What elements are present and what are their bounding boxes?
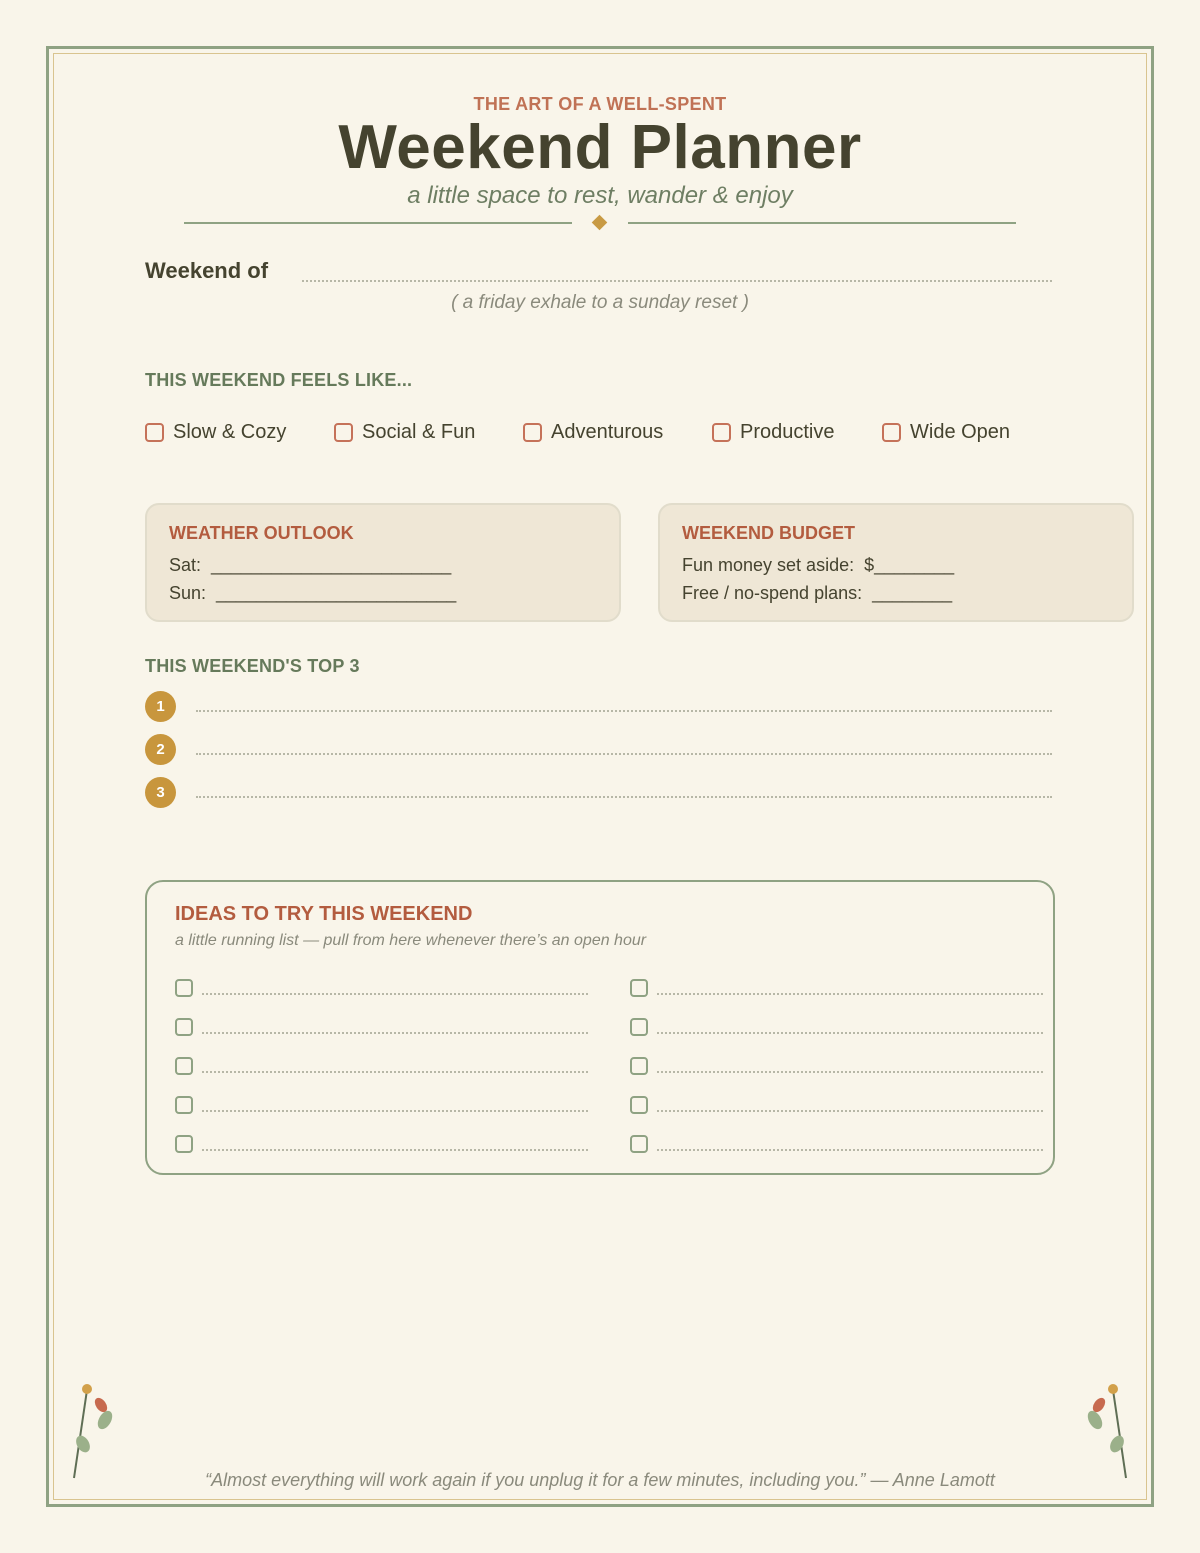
mood-option-label: Slow & Cozy xyxy=(173,421,287,443)
top3-heading: THIS WEEKEND'S TOP 3 xyxy=(145,656,360,676)
weekend-of-label: Weekend of xyxy=(145,258,269,283)
weather-title: WEATHER OUTLOOK xyxy=(169,523,354,543)
mood-option-label: Social & Fun xyxy=(362,421,476,443)
mood-option-label: Productive xyxy=(740,421,835,443)
idea-line[interactable] xyxy=(657,1032,1043,1034)
checkbox[interactable] xyxy=(175,1096,193,1114)
weather-sun-field[interactable]: Sun: ________________________ xyxy=(169,583,457,603)
idea-line[interactable] xyxy=(657,1149,1043,1151)
checkbox[interactable] xyxy=(334,423,353,442)
idea-line[interactable] xyxy=(202,1071,588,1073)
page-subtitle: a little space to rest, wander & enjoy xyxy=(407,182,793,209)
idea-line[interactable] xyxy=(657,993,1043,995)
checkbox[interactable] xyxy=(175,1018,193,1036)
checkbox[interactable] xyxy=(630,1057,648,1075)
idea-item[interactable] xyxy=(175,1057,588,1075)
feels-like-heading: THIS WEEKEND FEELS LIKE... xyxy=(145,370,413,390)
top3-number-badge: 2 xyxy=(145,734,176,765)
checkbox[interactable] xyxy=(882,423,901,442)
page-title: Weekend Planner xyxy=(338,113,862,182)
top3-line-1[interactable] xyxy=(196,710,1052,712)
checkbox[interactable] xyxy=(145,423,164,442)
idea-item[interactable] xyxy=(175,1135,588,1153)
idea-line[interactable] xyxy=(202,1032,588,1034)
ideas-title: IDEAS TO TRY THIS WEEKEND xyxy=(175,903,473,925)
budget-card xyxy=(658,503,1134,622)
idea-item[interactable] xyxy=(630,1057,1043,1075)
mood-option-wide-open[interactable] xyxy=(882,421,1010,444)
idea-item[interactable] xyxy=(630,1135,1043,1153)
header-eyebrow: THE ART OF A WELL-SPENT xyxy=(473,94,727,114)
checkbox[interactable] xyxy=(630,979,648,997)
leaf-sprig-icon xyxy=(1080,1378,1136,1482)
budget-title: WEEKEND BUDGET xyxy=(682,523,856,543)
top3-line-3[interactable] xyxy=(196,796,1052,798)
mood-option-adventurous[interactable] xyxy=(523,421,663,444)
mood-option-label: Wide Open xyxy=(910,421,1011,443)
checkbox[interactable] xyxy=(630,1096,648,1114)
mood-option-slow-cozy[interactable] xyxy=(145,421,286,444)
leaf-sprig-icon xyxy=(64,1378,120,1482)
budget-fun-money-field[interactable]: Fun money set aside: $________ xyxy=(682,555,955,575)
idea-item[interactable] xyxy=(175,1018,588,1036)
weather-sat-field[interactable]: Sat: ________________________ xyxy=(169,555,452,575)
ideas-panel xyxy=(145,880,1055,1175)
checkbox[interactable] xyxy=(175,1135,193,1153)
top3-number-badge: 3 xyxy=(145,777,176,808)
checkbox[interactable] xyxy=(175,979,193,997)
divider-right xyxy=(628,222,1016,224)
weather-card xyxy=(145,503,621,622)
idea-line[interactable] xyxy=(657,1110,1043,1112)
mood-option-label: Adventurous xyxy=(551,421,664,443)
budget-no-spend-field[interactable]: Free / no-spend plans: ________ xyxy=(682,583,953,603)
divider-left xyxy=(184,222,572,224)
idea-item[interactable] xyxy=(630,979,1043,997)
weekend-of-hint: ( a friday exhale to a sunday reset ) xyxy=(451,292,749,313)
idea-line[interactable] xyxy=(202,993,588,995)
idea-line[interactable] xyxy=(202,1110,588,1112)
idea-line[interactable] xyxy=(657,1071,1043,1073)
top3-line-2[interactable] xyxy=(196,753,1052,755)
checkbox[interactable] xyxy=(630,1018,648,1036)
top3-number-badge: 1 xyxy=(145,691,176,722)
checkbox[interactable] xyxy=(523,423,542,442)
mood-option-social-fun[interactable] xyxy=(334,421,475,444)
idea-item[interactable] xyxy=(175,1096,588,1114)
ideas-subtitle: a little running list — pull from here whenever there’s an open hour xyxy=(175,932,647,949)
checkbox[interactable] xyxy=(712,423,731,442)
idea-item[interactable] xyxy=(630,1096,1043,1114)
footer-quote: “Almost everything will work again if you unplug it for a few minutes, including you.” — Anne Lamott xyxy=(205,1470,995,1490)
checkbox[interactable] xyxy=(175,1057,193,1075)
idea-line[interactable] xyxy=(202,1149,588,1151)
checkbox[interactable] xyxy=(630,1135,648,1153)
idea-item[interactable] xyxy=(175,979,588,997)
weekend-of-field[interactable] xyxy=(302,280,1052,282)
idea-item[interactable] xyxy=(630,1018,1043,1036)
mood-option-productive[interactable] xyxy=(712,421,835,444)
